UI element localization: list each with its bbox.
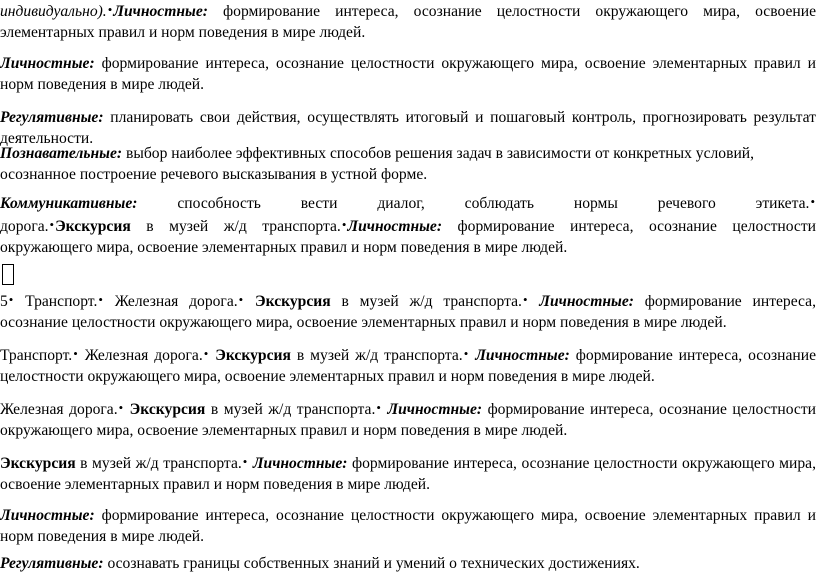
paragraph-text: формирование интереса, осознание целостности окружающего мира,	[347, 455, 816, 472]
bullet-icon: •	[8, 292, 14, 307]
bullet-icon: •	[341, 217, 347, 232]
label-regulatory: Регулятивные:	[0, 555, 104, 572]
bullet-icon: •	[463, 346, 469, 361]
paragraph-text: в музей ж/д транспорта.	[330, 293, 522, 310]
paragraph-text: целостности окружающего мира, освоение элементарных правил и норм поведения в мире людей.	[0, 368, 655, 385]
paragraph-text: способность вести диалог, соблюдать нормы речевого этикета.	[137, 195, 810, 212]
label-personal: Личностные:	[469, 347, 570, 364]
label-regulatory: Регулятивные:	[0, 109, 104, 126]
paragraph-text: Железная дорога.	[103, 293, 238, 310]
paragraph-text: осознанное построение речевого высказывания в устной форме.	[0, 166, 428, 183]
empty-box	[2, 264, 14, 285]
label-personal: Личностные:	[528, 293, 634, 310]
label-personal: Личностные:	[381, 401, 483, 418]
label-personal: Личностные:	[113, 3, 208, 20]
paragraph-text: Транспорт.	[14, 293, 98, 310]
paragraph-text: планировать свои действия, осуществлять итоговый и пошаговый контроль, прогнозировать результат	[103, 109, 816, 126]
paragraph-9	[0, 451, 816, 495]
paragraph-7	[0, 343, 816, 387]
paragraph-5	[0, 191, 816, 258]
paragraph-text: в музей ж/д транспорта.	[75, 455, 242, 472]
excursion-label: Экскурсия	[209, 347, 291, 364]
paragraph-text: Железная дорога.	[0, 401, 118, 418]
excursion-label: Экскурсия	[244, 293, 331, 310]
bullet-icon: •	[73, 346, 78, 361]
paragraph-text: норм поведения в мире людей.	[0, 528, 205, 545]
paragraph-text: формирование интереса, осознание целостности окружающего мира, освоение	[207, 3, 816, 20]
paragraph-text: Транспорт.	[0, 347, 73, 364]
paragraph-text: в музей ж/д транспорта.	[290, 347, 463, 364]
paragraph-4	[0, 143, 816, 185]
paragraph-text: дорога.	[0, 218, 49, 235]
paragraph-text: элементарных правил и норм поведения в мире людей.	[0, 24, 366, 41]
label-communicative: Коммуникативные:	[0, 195, 138, 212]
bullet-icon: •	[98, 292, 103, 307]
label-personal: Личностные:	[0, 55, 95, 72]
paragraph-text: осознание целостности окружающего мира, освоение элементарных правил и норм поведения в мире людей.	[0, 314, 727, 331]
paragraph-text: в музей ж/д транспорта.	[205, 401, 376, 418]
bullet-icon: •	[118, 400, 124, 415]
paragraph-text: осознавать границы собственных знаний и умений о технических достижениях.	[103, 555, 640, 572]
paragraph-2	[0, 53, 816, 95]
excursion-label: Экскурсия	[0, 455, 76, 472]
paragraph-text: в музей ж/д транспорта.	[130, 218, 341, 235]
bullet-icon: •	[107, 2, 113, 17]
bullet-icon: •	[49, 217, 55, 232]
paragraph-11	[0, 553, 816, 574]
paragraph-lead: индивидуально).	[0, 3, 107, 20]
paragraph-8	[0, 397, 816, 441]
bullet-icon: •	[242, 454, 248, 469]
paragraph-text: формирование интереса, осознание целостности	[482, 401, 816, 418]
paragraph-text: окружающего мира, освоение элементарных правил и норм поведения в мире людей.	[0, 239, 568, 256]
paragraph-text: формирование интереса, осознание целостности окружающего мира, освоение элементарных правил и	[94, 507, 816, 524]
paragraph-text: формирование интереса, осознание целостности окружающего мира, освоение элементарных правил и	[94, 55, 816, 72]
paragraph-text: окружающего мира, освоение элементарных правил и норм поведения в мире людей.	[0, 422, 568, 439]
bullet-icon: •	[810, 194, 815, 209]
bullet-icon: •	[238, 292, 244, 307]
label-personal: Личностные:	[248, 455, 348, 472]
label-personal: Личностные:	[0, 507, 95, 524]
paragraph-text: формирование интереса, осознание	[569, 347, 816, 364]
excursion-label: Экскурсия	[55, 218, 131, 235]
paragraph-text: норм поведения в мире людей.	[0, 76, 205, 93]
paragraph-6	[0, 289, 816, 333]
paragraph-text: выбор наиболее эффективных способов решения задач в зависимости от конкретных условий,	[122, 145, 755, 162]
bullet-icon: •	[376, 400, 381, 415]
paragraph-text: деятельности.	[0, 130, 94, 147]
paragraph-text: формирование интереса, осознание целостности	[442, 218, 816, 235]
paragraph-text: освоение элементарных правил и норм поведения в мире людей.	[0, 476, 431, 493]
bullet-icon: •	[522, 292, 528, 307]
paragraph-10	[0, 505, 816, 547]
paragraph-1	[0, 0, 816, 43]
label-cognitive: Познавательные:	[0, 145, 123, 162]
label-personal: Личностные:	[347, 218, 443, 235]
item-number: 5	[0, 293, 8, 310]
bullet-icon: •	[203, 346, 209, 361]
paragraph-text: Железная дорога.	[78, 347, 203, 364]
paragraph-text: формирование интереса,	[633, 293, 816, 310]
excursion-label: Экскурсия	[124, 401, 206, 418]
